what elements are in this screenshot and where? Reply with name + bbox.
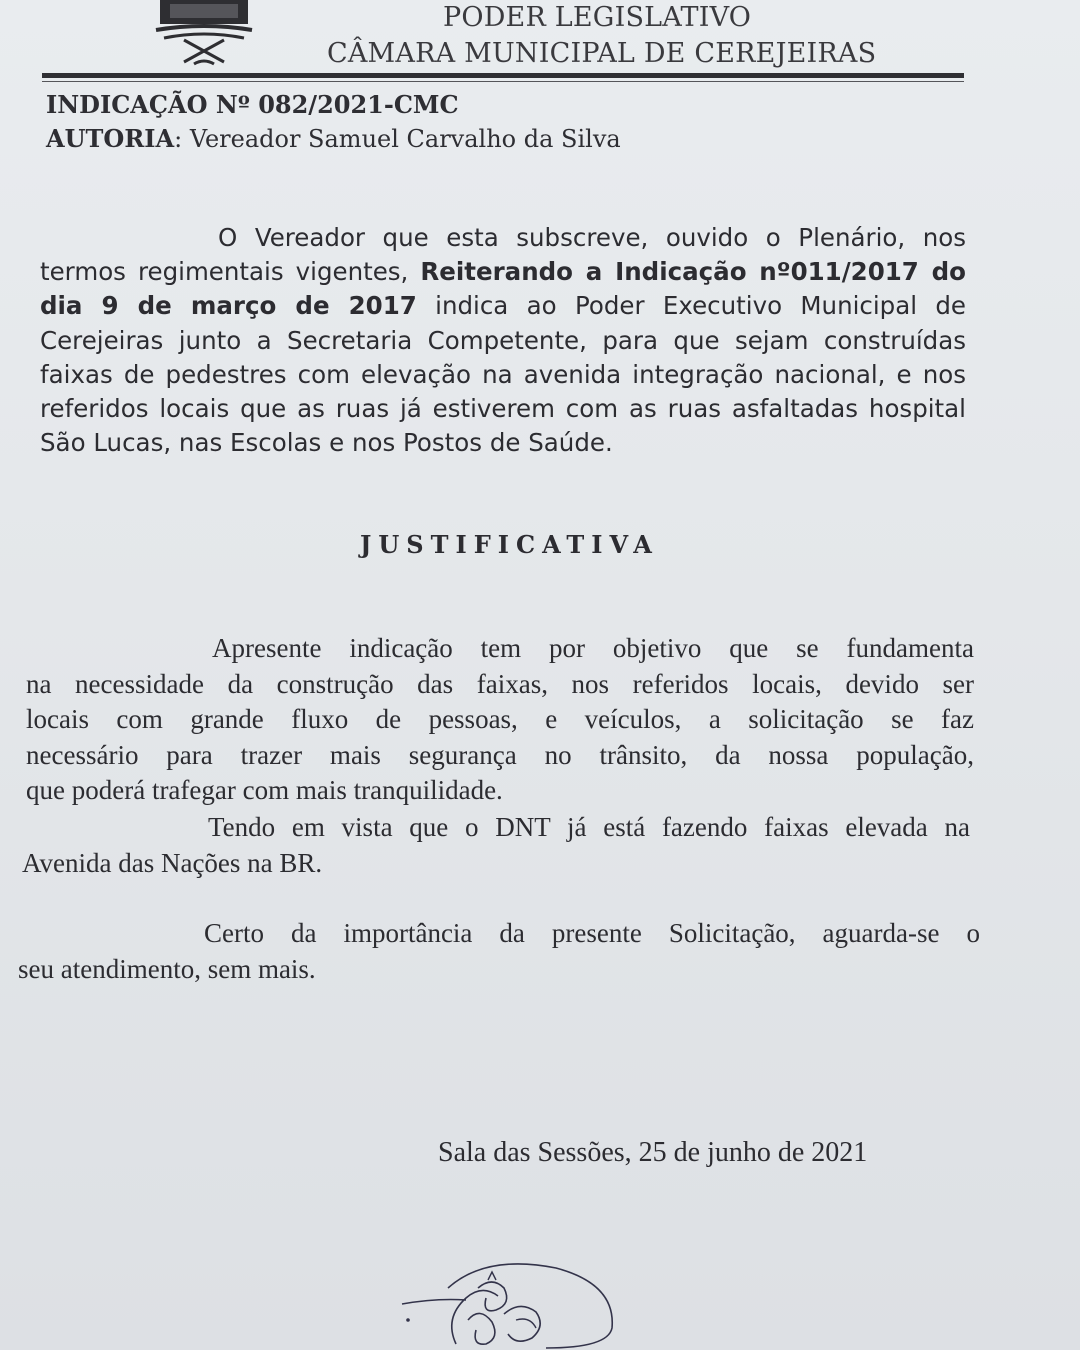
closing-paragraph <box>18 916 980 987</box>
paragraph-line: seu atendimento, sem mais. <box>18 953 316 984</box>
header-divider-thin <box>42 81 964 82</box>
paragraph-line: na necessidade da construção das faixas, nos referidos locais, devido ser <box>26 668 974 699</box>
paragraph-line: Apresente indicação tem por objetivo que se fundamenta <box>212 633 974 663</box>
paragraph-line: faixas de pedestres com elevação na avenida integração nacional, e nos <box>40 359 966 389</box>
signature-icon <box>396 1248 646 1350</box>
paragraph-line: referidos locais que as ruas já estiverem com as ruas asfaltadas hospital <box>40 394 966 424</box>
session-date: Sala das Sessões, 25 de junho de 2021 <box>438 1137 868 1168</box>
header-line-2: CÂMARA MUNICIPAL DE CEREJEIRAS <box>327 38 877 69</box>
paragraph-line: necessário para trazer mais segurança no trânsito, da nossa população, <box>26 739 974 770</box>
header-line-1: PODER LEGISLATIVO <box>443 2 752 33</box>
paragraph-line: O Vereador que esta subscreve, ouvido o Plenário, nos <box>218 223 966 252</box>
paragraph-bold-text: dia 9 de março de 2017 <box>40 291 417 321</box>
paragraph-line: Cerejeiras junto a Secretaria Competente, para que sejam construídas <box>40 325 966 355</box>
autoria-line <box>46 124 621 153</box>
paragraph-line: que poderá trafegar com mais tranquilidade. <box>26 775 503 806</box>
paragraph-line <box>40 255 966 289</box>
paragraph-line <box>40 289 966 323</box>
paragraph-line: Avenida das Nações na BR. <box>22 847 323 878</box>
justification-paragraph <box>26 631 974 809</box>
autoria-label: AUTORIA <box>46 124 175 153</box>
autoria-value: : Vereador Samuel Carvalho da Silva <box>174 125 621 153</box>
paragraph-line: locais com grande fluxo de pessoas, e veículos, a solicitação se faz <box>26 704 974 735</box>
paragraph-line: Tendo em vista que o DNT já está fazendo faixas elevada na <box>208 812 970 842</box>
paragraph-bold-text: Reiterando a Indicação nº011/2017 do <box>420 257 966 287</box>
dnt-paragraph <box>22 810 970 881</box>
paragraph-text: termos regimentais vigentes, <box>40 257 421 287</box>
paragraph-line: Certo da importância da presente Solicitação, aguarda-se o <box>204 918 980 948</box>
paragraph-text: indica ao Poder Executivo Municipal de <box>416 291 966 321</box>
chamber-crest-icon <box>150 0 258 66</box>
indicacao-number: INDICAÇÃO Nº 082/2021-CMC <box>46 90 459 119</box>
paragraph-line: São Lucas, nas Escolas e nos Postos de Saúde. <box>40 428 613 458</box>
header-divider <box>42 73 964 78</box>
justificativa-heading: JUSTIFICATIVA <box>360 530 659 559</box>
indication-paragraph <box>40 221 966 460</box>
